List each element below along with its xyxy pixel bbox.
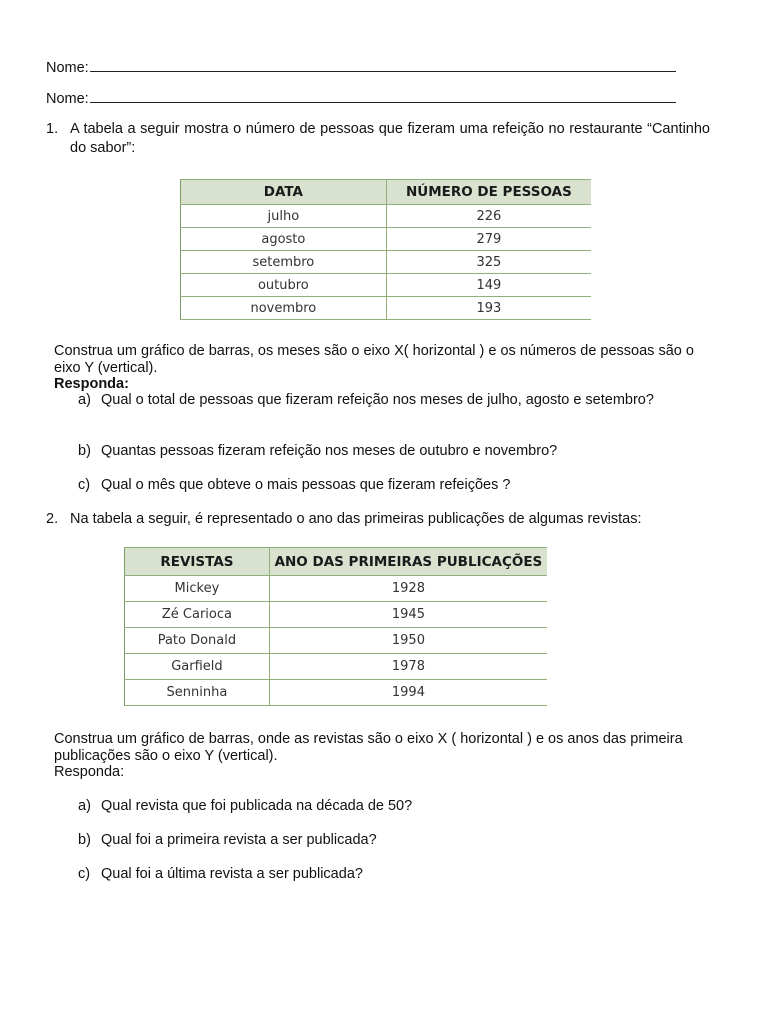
question-1 (46, 120, 710, 158)
respond-label: Responda: (54, 376, 129, 392)
table-row (181, 228, 592, 251)
table-row (125, 628, 548, 654)
name-field-2 (46, 88, 676, 107)
magazine-cell: Pato Donald (125, 628, 270, 654)
table-magazines (124, 547, 547, 706)
year-cell: 1978 (269, 654, 547, 680)
sub-question-1a (78, 392, 668, 409)
month-cell: agosto (181, 228, 387, 251)
magazine-cell: Zé Carioca (125, 602, 270, 628)
instruction-text: Construa um gráfico de barras, os meses são o eixo X( horizontal ) e os números de pessoas são o eixo Y (vertical). (54, 343, 694, 376)
item-text: Qual o total de pessoas que fizeram refeição nos meses de julho, agosto e setembro? (101, 392, 654, 408)
item-label: b) (78, 832, 91, 848)
table-row (181, 274, 592, 297)
year-cell: 1945 (269, 602, 547, 628)
table-row (125, 654, 548, 680)
column-header-magazines: REVISTAS (125, 548, 270, 576)
column-header-years: ANO DAS PRIMEIRAS PUBLICAÇÕES (269, 548, 547, 576)
table-header-row (125, 548, 548, 576)
magazine-cell: Garfield (125, 654, 270, 680)
sub-question-2c (78, 866, 668, 883)
instruction-1 (54, 343, 714, 393)
instruction-2 (54, 731, 714, 781)
count-cell: 226 (386, 205, 591, 228)
sub-question-1c (78, 477, 668, 494)
item-text: Quantas pessoas fizeram refeição nos meses de outubro e novembro? (101, 443, 558, 459)
month-cell: outubro (181, 274, 387, 297)
item-label: b) (78, 443, 91, 459)
item-label: a) (78, 798, 91, 814)
name-line (90, 57, 676, 72)
item-label: c) (78, 866, 91, 882)
name-line (90, 88, 676, 103)
sub-question-2a (78, 798, 668, 815)
table-row (125, 602, 548, 628)
item-text: Qual foi a última revista a ser publicada? (101, 866, 363, 882)
question-text: Na tabela a seguir, é representado o ano das primeiras publicações de algumas revistas: (70, 511, 642, 527)
question-2 (46, 510, 710, 529)
item-label: a) (78, 392, 91, 408)
name-label: Nome: (46, 91, 89, 107)
year-cell: 1928 (269, 576, 547, 602)
year-cell: 1994 (269, 680, 547, 706)
year-cell: 1950 (269, 628, 547, 654)
table-row (125, 576, 548, 602)
magazine-cell: Senninha (125, 680, 270, 706)
instruction-text: Construa um gráfico de barras, onde as revistas são o eixo X ( horizontal ) e os anos das primeira publicações são o eixo Y (vertical). (54, 731, 683, 764)
sub-question-2b (78, 832, 668, 849)
table-restaurant (180, 179, 591, 320)
item-text: Qual foi a primeira revista a ser publicada? (101, 832, 377, 848)
table-header-row (181, 180, 592, 205)
count-cell: 279 (386, 228, 591, 251)
count-cell: 193 (386, 297, 591, 320)
magazine-cell: Mickey (125, 576, 270, 602)
month-cell: julho (181, 205, 387, 228)
name-field-1 (46, 57, 676, 76)
count-cell: 325 (386, 251, 591, 274)
column-header-people: NÚMERO DE PESSOAS (386, 180, 591, 205)
question-text: A tabela a seguir mostra o número de pessoas que fizeram uma refeição no restaurante “Cantinho do sabor”: (70, 121, 710, 156)
item-text: Qual revista que foi publicada na década de 50? (101, 798, 413, 814)
count-cell: 149 (386, 274, 591, 297)
sub-question-1b (78, 443, 668, 460)
item-text: Qual o mês que obteve o mais pessoas que fizeram refeições ? (101, 477, 511, 493)
table-row (181, 251, 592, 274)
month-cell: setembro (181, 251, 387, 274)
respond-label: Responda: (54, 764, 125, 780)
table-row (125, 680, 548, 706)
month-cell: novembro (181, 297, 387, 320)
name-label: Nome: (46, 60, 89, 76)
table-row (181, 297, 592, 320)
question-number: 2. (46, 511, 59, 527)
item-label: c) (78, 477, 91, 493)
question-number: 1. (46, 121, 59, 137)
table-row (181, 205, 592, 228)
column-header-data: DATA (181, 180, 387, 205)
